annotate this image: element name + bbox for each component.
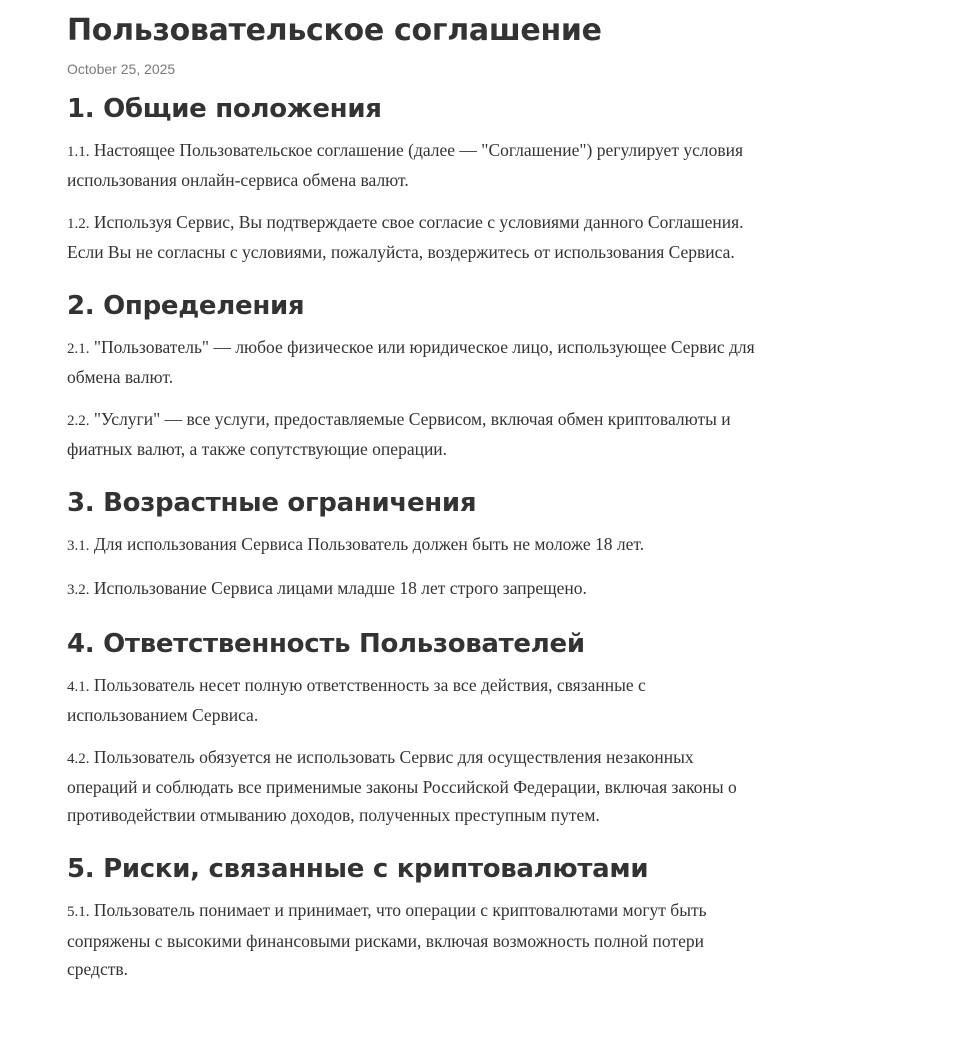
paragraph-number: 2.2.	[67, 412, 90, 429]
paragraph-number: 4.1.	[67, 678, 90, 695]
paragraph-number: 3.2.	[67, 581, 90, 598]
section-heading-3: 3. Возрастные ограничения	[67, 488, 477, 519]
paragraph-text: Пользователь несет полную ответственность за все действия, связанные с использованием Сервиса.	[67, 674, 646, 726]
paragraph-1-2	[67, 208, 767, 267]
paragraph-3-1	[67, 530, 767, 560]
section-heading-2: 2. Определения	[67, 291, 305, 322]
paragraph-number: 3.1.	[67, 538, 90, 555]
paragraph-text: Пользователь обязуется не использовать Сервис для осуществления незаконных операций и соблюдать все применимые законы Российской Федерации, включая законы о противодействии отмыванию доходов, полученных преступным путем.	[67, 746, 737, 826]
paragraph-number: 1.2.	[67, 215, 90, 232]
paragraph-4-2	[67, 743, 767, 830]
paragraph-2-2	[67, 405, 767, 464]
section-heading-4: 4. Ответственность Пользователей	[67, 628, 585, 659]
paragraph-text: "Пользователь" — любое физическое или юридическое лицо, использующее Сервис для обмена валют.	[67, 337, 755, 388]
paragraph-text: Используя Сервис, Вы подтверждаете свое согласие с условиями данного Соглашения. Если Вы не согласны с условиями, пожалуйста, воздержитесь от использования Сервиса.	[67, 211, 744, 262]
article	[67, 0, 767, 983]
paragraph-number: 1.1.	[67, 144, 90, 160]
paragraph-1-1	[67, 136, 767, 195]
paragraph-number: 2.1.	[67, 341, 90, 358]
paragraph-text: "Услуги" — все услуги, предоставляемые Сервисом, включая обмен криптовалюты и фиатных валют, а также сопутствующие операции.	[67, 408, 731, 460]
paragraph-3-2	[67, 574, 767, 604]
paragraph-text: Для использования Сервиса Пользователь должен быть не моложе 18 лет.	[89, 534, 645, 555]
paragraph-number: 5.1.	[67, 904, 90, 921]
section-heading-5: 5. Риски, связанные с криптовалютами	[67, 854, 649, 885]
paragraph-text: Использование Сервиса лицами младше 18 лет строго запрещено.	[89, 577, 587, 598]
paragraph-text: Пользователь понимает и принимает, что операции с криптовалютами могут быть сопряжены с высокими финансовыми рисками, включая возможность полной потери средств.	[67, 900, 707, 980]
publish-date: October 25, 2025	[67, 61, 176, 77]
page-title: Пользовательское соглашение	[67, 13, 602, 48]
paragraph-4-1	[67, 671, 767, 730]
paragraph-5-1	[67, 896, 767, 983]
paragraph-text: Настоящее Пользовательское соглашение (далее — "Соглашение") регулирует условия использования онлайн-сервиса обмена валют.	[67, 140, 744, 191]
section-heading-1: 1. Общие положения	[67, 94, 382, 124]
paragraph-2-1	[67, 333, 767, 392]
paragraph-number: 4.2.	[67, 750, 90, 767]
